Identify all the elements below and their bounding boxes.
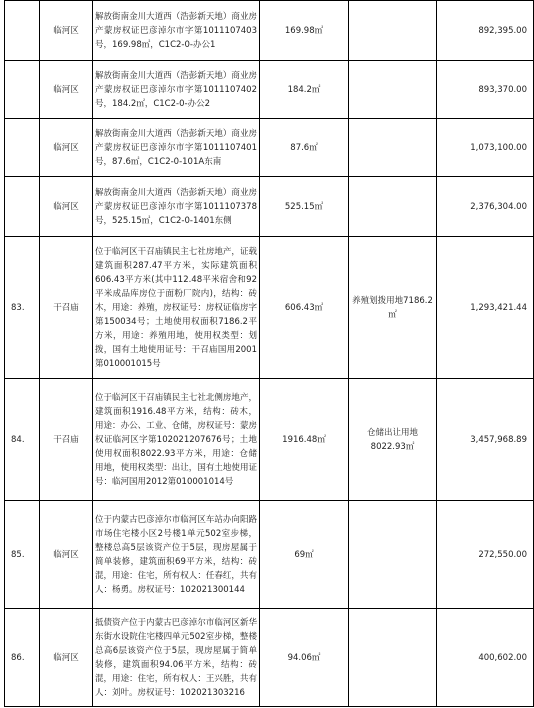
land-info [349, 501, 437, 609]
row-number [5, 177, 40, 237]
land-info: 养殖划拨用地7186.2㎡ [349, 237, 437, 379]
asset-description-text: 位于临河区干召庙镇民主七社北侧房地产，建筑面积1916.48平方米，结构：砖木，用途：办公、工业、仓储，房权证号：蒙房权证临河区字第102021207676号；土地使用权面积8022.93平方米，用途：仓储用地，使用权类型：出让，国有土地使用证号：临河国用2012第010001014号 [95, 392, 257, 487]
asset-description-text: 抵债资产位于内蒙古巴彦淖尔市临河区新华东街水设院住宅楼四单元502室步梯，整楼总高6层该资产位于5层，现房屋属于简单装修，建筑面积94.06平方米，结构：砖混，用途：住宅，所有权人：王兴胜，共有人：刘叶。房权证号：102021303216 [95, 617, 257, 698]
asset-description-text: 解放街南金川大道西（浩彭新天地）商业房产蒙房权证巴彦淖尔市字第1011107402号，184.2㎡，C1C2-0-办公2 [95, 70, 257, 109]
asset-description [93, 237, 260, 379]
asset-description-text: 位于内蒙古巴彦淖尔市临河区车站办向阳路市场住宅楼小区2号楼1单元502室步梯，整楼总高5层该资产位于5层，现房屋属于简单装修，建筑面积69平方米，结构：砖混，用途：住宅，所有权人：任春红，共有人：杨勇。房权证号：102021300144 [95, 514, 257, 595]
price: 272,550.00 [437, 501, 534, 609]
district: 临河区 [40, 501, 93, 609]
table-row [5, 177, 534, 237]
price: 1,073,100.00 [437, 119, 534, 177]
land-info: 仓储出让用地8022.93㎡ [349, 379, 437, 501]
price: 893,370.00 [437, 61, 534, 119]
row-number [5, 119, 40, 177]
asset-table [4, 0, 534, 707]
building-area: 184.2㎡ [260, 61, 349, 119]
asset-description [93, 501, 260, 609]
price: 1,293,421.44 [437, 237, 534, 379]
row-number: 84. [5, 379, 40, 501]
district: 临河区 [40, 177, 93, 237]
row-number [5, 1, 40, 61]
asset-description-text: 解放街南金川大道西（浩彭新天地）商业房产蒙房权证巴彦淖尔市字第1011107401号，87.6㎡，C1C2-0-101A东南 [95, 128, 257, 167]
table-row [5, 1, 534, 61]
land-info [349, 609, 437, 707]
asset-description [93, 61, 260, 119]
land-info [349, 119, 437, 177]
district: 临河区 [40, 119, 93, 177]
table-row [5, 119, 534, 177]
land-info [349, 1, 437, 61]
building-area: 94.06㎡ [260, 609, 349, 707]
asset-description-text: 解放街南金川大道西（浩彭新天地）商业房产蒙房权证巴彦淖尔市字第1011107403号，169.98㎡，C1C2-0-办公1 [95, 11, 257, 50]
table-row [5, 501, 534, 609]
asset-description-text: 位于临河区干召庙镇民主七社房地产，证载建筑面积287.47平方米，实际建筑面积606.43平方米(其中112.48平米宿舍和92平米成品库房位于面粉厂院内)，结构：砖木，用途：养殖，房权证号：房权证临房字第150034号；土地使用权面积7186.2平方米，用途：养殖用地，使用权类型：划拨，国有土地使用证号：干召庙国用2001第010001015号 [95, 246, 257, 369]
row-number [5, 61, 40, 119]
district: 临河区 [40, 609, 93, 707]
price: 2,376,304.00 [437, 177, 534, 237]
building-area: 69㎡ [260, 501, 349, 609]
asset-description [93, 609, 260, 707]
asset-description [93, 119, 260, 177]
price: 400,602.00 [437, 609, 534, 707]
row-number: 86. [5, 609, 40, 707]
district: 临河区 [40, 61, 93, 119]
building-area: 525.15㎡ [260, 177, 349, 237]
asset-description [93, 379, 260, 501]
table-row [5, 237, 534, 379]
land-info [349, 177, 437, 237]
land-info [349, 61, 437, 119]
price: 3,457,968.89 [437, 379, 534, 501]
building-area: 87.6㎡ [260, 119, 349, 177]
district: 干召庙 [40, 237, 93, 379]
asset-description [93, 1, 260, 61]
table-row [5, 609, 534, 707]
price: 892,395.00 [437, 1, 534, 61]
building-area: 1916.48㎡ [260, 379, 349, 501]
district: 干召庙 [40, 379, 93, 501]
asset-description [93, 177, 260, 237]
table-row [5, 61, 534, 119]
table-row [5, 379, 534, 501]
building-area: 606.43㎡ [260, 237, 349, 379]
asset-description-text: 解放街南金川大道西（浩彭新天地）商业房产蒙房权证巴彦淖尔市字第1011107378号，525.15㎡，C1C2-0-1401东侧 [95, 187, 257, 226]
row-number: 85. [5, 501, 40, 609]
building-area: 169.98㎡ [260, 1, 349, 61]
row-number: 83. [5, 237, 40, 379]
district: 临河区 [40, 1, 93, 61]
